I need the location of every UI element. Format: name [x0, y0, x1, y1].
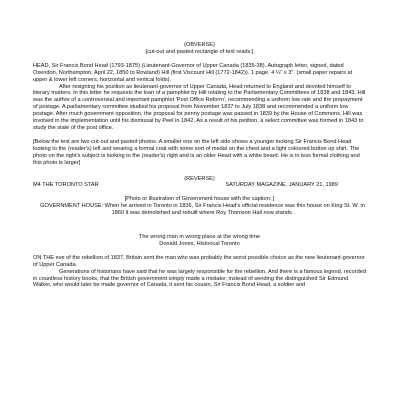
newspaper-header: [33, 182, 366, 189]
photo-caption: GOVERNMENT HOUSE: When he arrived in Toronto in 1836, Sir Francis Head's official residence was this house on King St. W. in 1860 it was demolished and rebuilt where Roy Thomson Hall now stands.: [40, 203, 365, 217]
article-paragraph: Generations of historians have said that he was largely responsible for the rebellion. And there is a famous legend, recorded in countless history books, that the British government simply made a mistake; instead of sending the distinguished Sir Edmund Walker, who would later be made governor of Canada, it sent his cousin, Sir Francis Bond Head, a soldier and: [33, 268, 366, 289]
article-paragraph: ON THE eve of the rebellion of 1837, Britain sent the man who was probably the worst possible choice as the new lieutenant-governor of Upper Canada.: [33, 254, 365, 268]
page-ref: M4 THE TORONTO STAR: [33, 182, 99, 189]
obverse-heading: (OBVERSE): [184, 42, 215, 48]
photos-note: [Below the text are two cut-out and pasted photos. A smaller one on the left side shows a younger looking Sir Francis Bond Head looking to the (reader's) left and wearing a formal coat with some sort of medal on the chest and a light coloured button up shirt. The photo on the right's subject is looking to the (reader's) right and is an older Head with a white beard. He is in less formal clothing and this photo is larger]: [33, 138, 360, 166]
article-title: The wrong man in wrong place at the wrong time: [139, 234, 260, 241]
letter-description: HEAD, Sir Francis Bond Head (1793-1875) (Lieutenant-Governor of Upper Canada (1835-38). Autograph letter, signed, dated Oxendon, Northampton, April 22, 1850 to Rowland) Hill (first Viscount Hill (1772-1842)). 1 page. 4 ¼" x 3". (small paper repairs at upper & lower left corners, horizontal and vertical folds).: [33, 62, 353, 83]
photo-note: [Photo or illustration of Government house with the caption: ]: [124, 196, 275, 203]
letter-context: After resigning his position as lieutenant-governor of Upper Canada, Head returned to England and devoted himself to literary matters. In this letter he requests the loan of a pamphlet by Hill relating to the Parliamentary Committees of 1838 and 1843. Hill was the author of a controversial and important pamphlet 'Post Office Reform', recommending a uniform low rate and the prepayment of postage. A parliamentary committee studied his proposal from November 1837 to July 1838 and recommended a uniform low postage. After much government opposition, the proposal for penny postage was passed in 1839 by the House of Commons. Hill was involved in the implementation until his dismissal by Peel in 1842. As a result of his petition, a select committee was formed in 1843 to study the state of the post office.: [33, 83, 366, 131]
reverse-heading: (REVERSE): [184, 175, 215, 182]
obverse-subheading: [cut-out and pasted rectangle of text reads:]: [145, 48, 254, 55]
date-line: SATURDAY MAGAZINE, JANUARY 21, 1989: [225, 182, 338, 189]
article-byline: Donald Jones, Historical Toronto: [159, 240, 240, 247]
